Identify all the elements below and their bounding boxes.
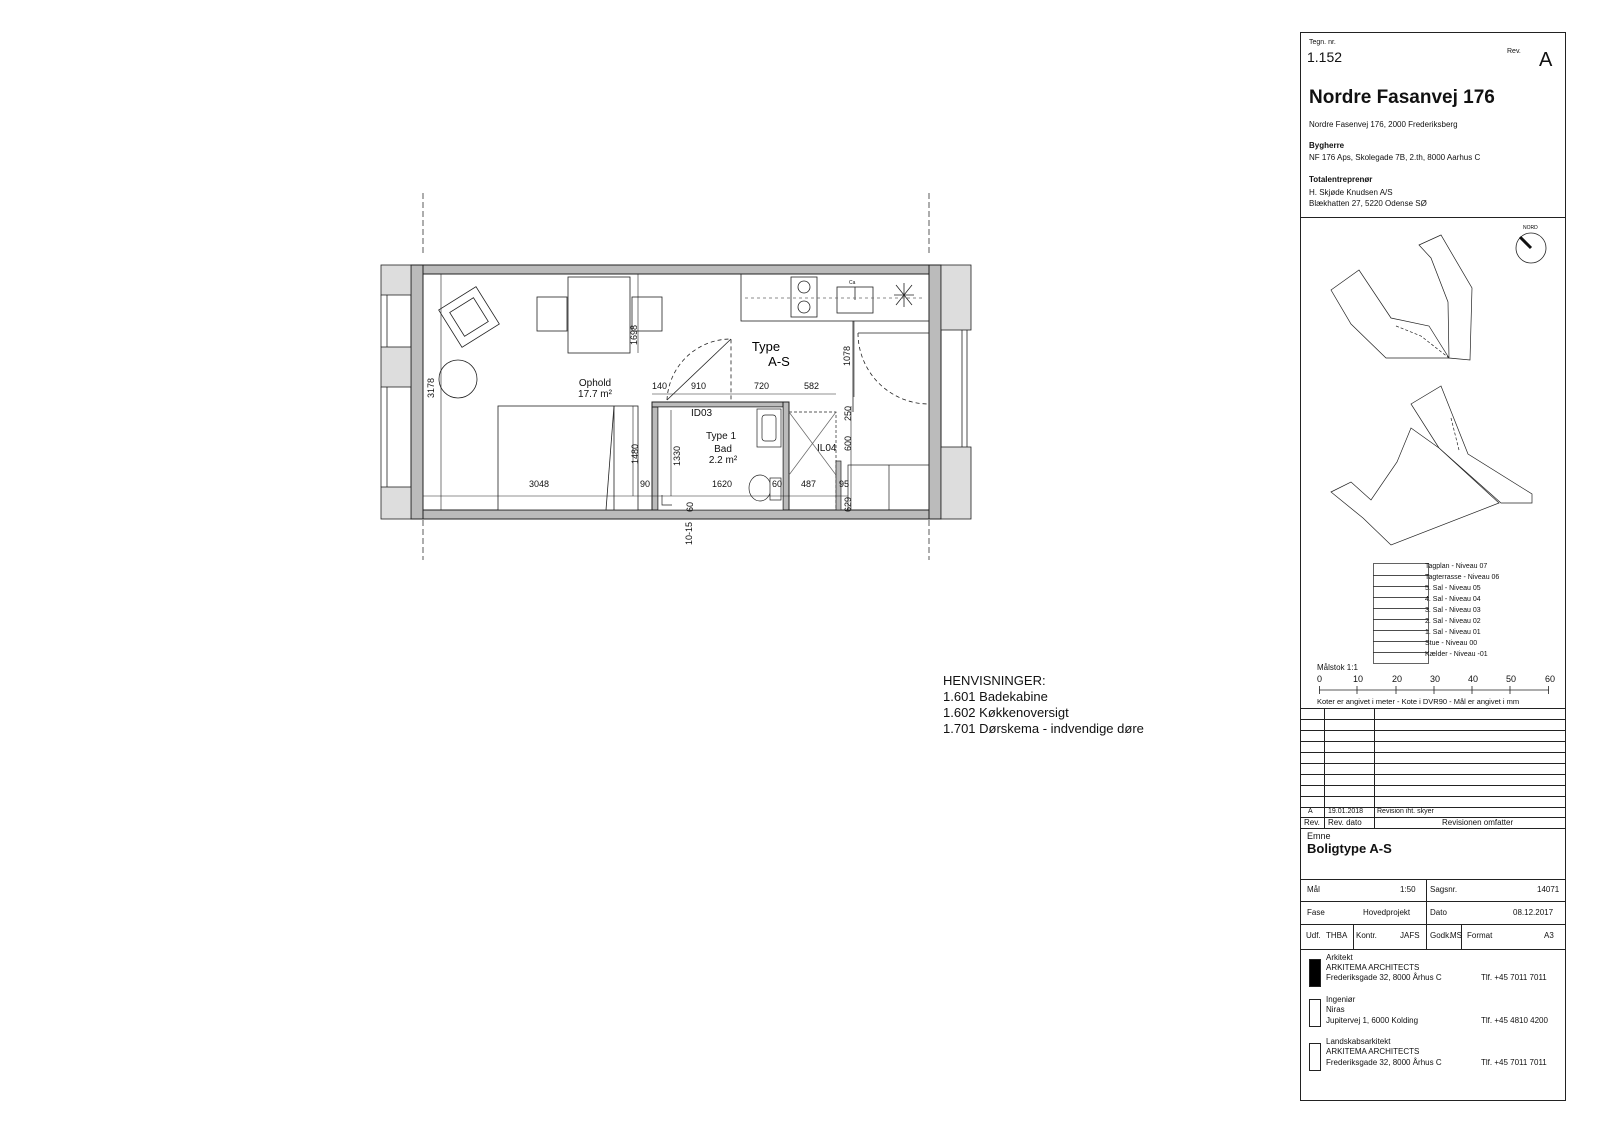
- project-address: Nordre Fasenvej 176, 2000 Frederiksberg: [1309, 120, 1458, 129]
- consultant-role: Arkitekt: [1326, 953, 1353, 962]
- consultant-name: ARKITEMA ARCHITECTS: [1326, 963, 1420, 972]
- udf-label: Udf.: [1306, 931, 1321, 940]
- references: [943, 673, 1144, 737]
- level-item: 2. Sal - Niveau 02: [1425, 618, 1481, 625]
- revision-table: [1301, 708, 1565, 828]
- consultant-address: Frederiksgade 32, 8000 Århus C: [1326, 1058, 1442, 1067]
- reference-item: 1.701 Dørskema - indvendige døre: [943, 721, 1144, 736]
- contractor-name: H. Skjøde Knudsen A/S: [1309, 188, 1393, 197]
- maal-label: Mål: [1307, 885, 1320, 894]
- udf-value: THBA: [1326, 931, 1348, 940]
- fridge-label: Ca: [849, 280, 856, 286]
- rev-label: Rev.: [1507, 48, 1521, 55]
- consultant-phone: Tlf. +45 7011 7011: [1481, 973, 1547, 982]
- dim-90: 90: [640, 479, 651, 489]
- scale-bar: [1319, 686, 1551, 694]
- consultant-address: Jupitervej 1, 6000 Kolding: [1326, 1016, 1419, 1025]
- bad-type: Type 1: [705, 431, 737, 442]
- dim-95: 95: [839, 479, 850, 489]
- consultant-phone: Tlf. +45 7011 7011: [1481, 1058, 1547, 1067]
- contractor-label: Totalentreprenør: [1309, 175, 1373, 184]
- key-plan-upper-body: [1331, 270, 1449, 358]
- dim-10-15: 10-15: [684, 521, 694, 545]
- level-item: Tagplan - Niveau 07: [1425, 563, 1488, 570]
- format-label: Format: [1467, 931, 1493, 940]
- level-item: 4. Sal - Niveau 04: [1425, 596, 1481, 603]
- client: NF 176 Aps, Skolegade 7B, 2.th, 8000 Aarhus C: [1309, 153, 1481, 162]
- level-item: 3. Sal - Niveau 03: [1425, 607, 1481, 614]
- client-label: Bygherre: [1309, 141, 1345, 150]
- sagsnr-label: Sagsnr.: [1430, 885, 1458, 894]
- consultant-phone: Tlf. +45 4810 4200: [1481, 1016, 1548, 1025]
- godk-value: MS: [1450, 931, 1462, 940]
- drawing-no-label: Tegn. nr.: [1309, 39, 1336, 46]
- dim-250: 250: [843, 405, 853, 421]
- scale-tick: 40: [1468, 674, 1479, 684]
- consultant-name: Niras: [1326, 1005, 1345, 1014]
- type-label: Type: [751, 339, 781, 354]
- dim-487: 487: [801, 479, 817, 489]
- project-name: Nordre Fasanvej 176: [1309, 87, 1495, 108]
- dim-3178: 3178: [426, 377, 436, 398]
- dim-60b: 60: [685, 501, 695, 512]
- level-item: Stue - Niveau 00: [1425, 640, 1478, 647]
- scale-label: Målstok 1:1: [1317, 663, 1358, 672]
- type-code: A-S: [768, 354, 790, 369]
- level-item: 5. Sal - Niveau 05: [1425, 585, 1481, 592]
- key-plans: [1301, 218, 1565, 548]
- contractor-address: Blækhatten 27, 5220 Odense SØ: [1309, 199, 1427, 208]
- kontr-value: JAFS: [1400, 931, 1420, 940]
- facade-left: [381, 265, 411, 519]
- level-item: Kælder - Niveau -01: [1425, 651, 1488, 658]
- references-heading: HENVISNINGER:: [943, 673, 1046, 688]
- dim-60a: 60: [772, 479, 783, 489]
- revision-date: 19.01.2018: [1328, 808, 1364, 815]
- dato-label: Dato: [1430, 908, 1447, 917]
- door-id03: ID03: [691, 408, 713, 419]
- scale-tick: 10: [1353, 674, 1364, 684]
- dim-1078: 1078: [842, 345, 852, 366]
- drawing-no: 1.152: [1307, 49, 1343, 65]
- level-item: 1. Sal - Niveau 01: [1425, 629, 1481, 636]
- room-bad-area: 2.2 m²: [708, 455, 738, 466]
- dim-582: 582: [804, 381, 820, 391]
- revision-header-rev: Rev.: [1304, 818, 1320, 827]
- north-label: NORD: [1523, 225, 1538, 231]
- level-item: Tagterrasse - Niveau 06: [1425, 574, 1500, 581]
- dim-720: 720: [754, 381, 770, 391]
- subject-label: Emne: [1307, 831, 1331, 841]
- room-ophold: Ophold: [578, 378, 612, 389]
- bed: [498, 406, 638, 510]
- dim-1330: 1330: [672, 445, 682, 466]
- dim-1620: 1620: [712, 479, 733, 489]
- facade-right: [941, 265, 971, 519]
- fase-label: Fase: [1307, 908, 1325, 917]
- reference-item: 1.601 Badekabine: [943, 689, 1048, 704]
- floor-plan: [0, 0, 1200, 600]
- subject: Boligtype A-S: [1307, 841, 1392, 856]
- consultant-landscape: [1301, 1037, 1565, 1077]
- revision-header-text: Revisionen omfatter: [1442, 818, 1514, 827]
- scale-note: Koter er angivet i meter - Kote i DVR90 - Mål er angivet i mm: [1317, 697, 1520, 706]
- consultant-architect: [1301, 953, 1565, 993]
- scale-tick: 30: [1430, 674, 1441, 684]
- scale-tick: 50: [1506, 674, 1517, 684]
- dim-910: 910: [691, 381, 707, 391]
- reference-item: 1.602 Køkkenoversigt: [943, 705, 1069, 720]
- room-ophold-area: 17.7 m²: [578, 389, 612, 400]
- revision-rev: A: [1308, 808, 1313, 815]
- consultant-engineer: [1301, 995, 1565, 1035]
- dim-140: 140: [652, 381, 668, 391]
- consultant-address: Frederiksgade 32, 8000 Århus C: [1326, 973, 1442, 982]
- dim-1698: 1698: [629, 324, 639, 345]
- revision-text: Revision iht. skyer: [1377, 808, 1434, 815]
- dim-600: 600: [843, 435, 853, 451]
- level-stack: [1373, 563, 1429, 668]
- room-bad: Bad: [714, 444, 732, 455]
- scale-tick: 60: [1545, 674, 1556, 684]
- consultant-role: Ingeniør: [1326, 995, 1356, 1004]
- rev-value: A: [1539, 49, 1553, 71]
- godk-label: Godk.: [1430, 931, 1452, 940]
- dato-value: 08.12.2017: [1513, 908, 1554, 917]
- dim-1480: 1480: [630, 443, 640, 464]
- consultant-role: Landskabsarkitekt: [1326, 1037, 1391, 1046]
- scale-tick: 0: [1317, 674, 1323, 684]
- dim-629: 629: [843, 496, 853, 512]
- sagsnr-value: 14071: [1537, 885, 1560, 894]
- revision-header-date: Rev. dato: [1328, 818, 1362, 827]
- maal-value: 1:50: [1400, 885, 1416, 894]
- fase-value: Hovedprojekt: [1363, 908, 1411, 917]
- format-value: A3: [1544, 931, 1554, 940]
- kontr-label: Kontr.: [1356, 931, 1377, 940]
- door-il04: IL04: [817, 443, 837, 454]
- consultant-name: ARKITEMA ARCHITECTS: [1326, 1047, 1420, 1056]
- title-block: [1300, 32, 1566, 1101]
- scale-tick: 20: [1392, 674, 1403, 684]
- dim-3048: 3048: [529, 479, 550, 489]
- key-plan-lower-body: [1331, 428, 1499, 545]
